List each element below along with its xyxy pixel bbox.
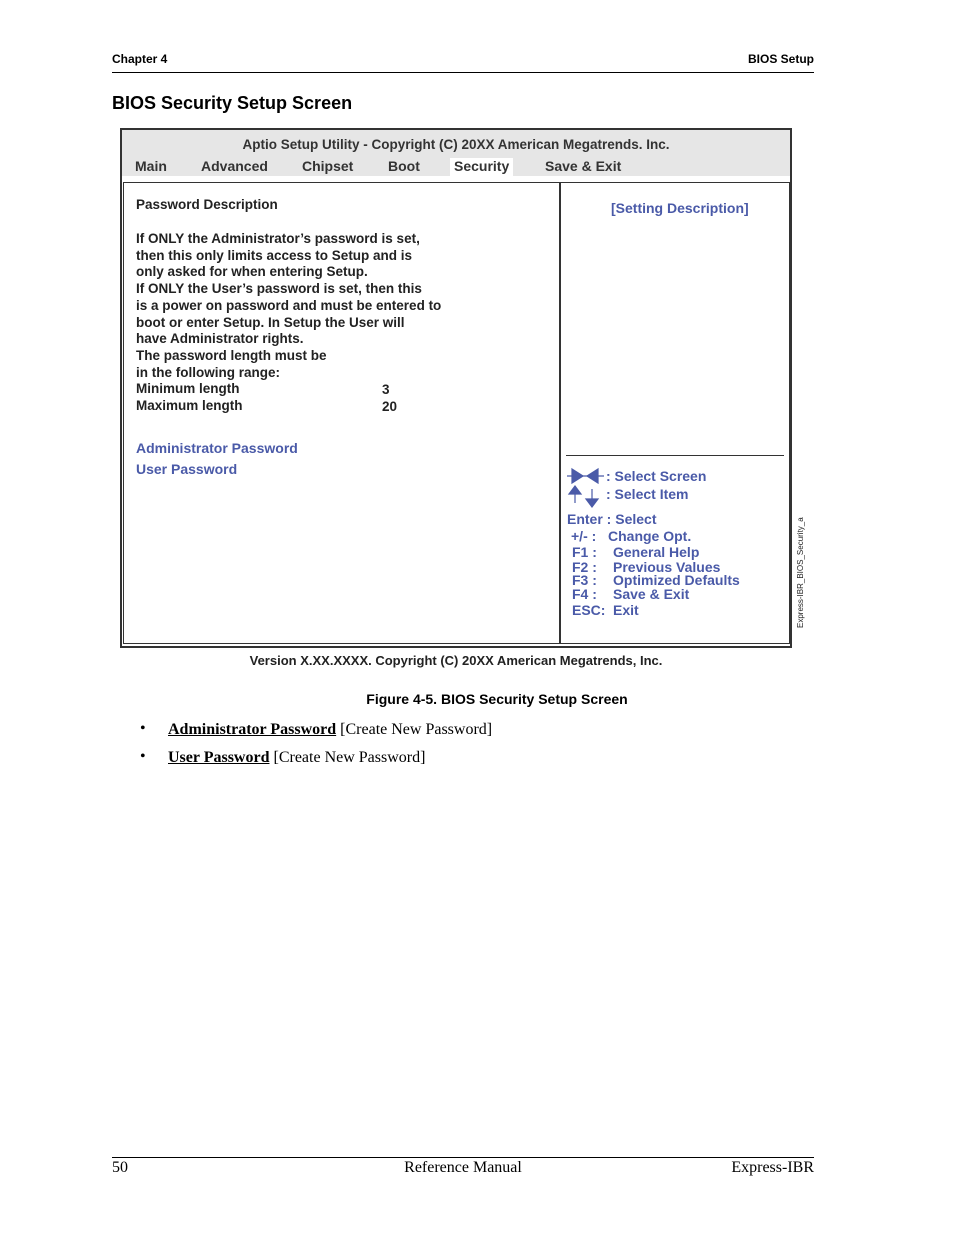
bullet-value: [Create New Password] (340, 721, 493, 738)
tab-chipset[interactable]: Chipset (302, 158, 354, 174)
description-line: The password length must be (136, 347, 327, 363)
key-f4: F4 : (572, 586, 597, 602)
description-line: If ONLY the Administrator’s password is set, (136, 231, 420, 246)
bios-title: Aptio Setup Utility - Copyright (C) 20XX American Megatrends. Inc. (242, 137, 670, 152)
max-length-label: Maximum length (136, 398, 243, 413)
key-esc: ESC: (572, 602, 606, 618)
description-line: then this only limits access to Setup and is (136, 247, 413, 263)
key-f2-desc: Previous Values (613, 559, 721, 575)
bullet-term: User Password (168, 749, 270, 766)
select-screen-hint: : Select Screen (606, 468, 707, 484)
description-line: only asked for when entering Setup. (136, 264, 368, 280)
enter-select-hint: Enter : Select (567, 511, 657, 527)
max-length-value: 20 (382, 399, 398, 414)
user-password-item[interactable]: User Password (136, 461, 238, 477)
bios-vertical-divider (559, 183, 561, 643)
section-title: BIOS Security Setup Screen (112, 93, 353, 113)
page-number: 50 (112, 1159, 128, 1176)
help-divider (566, 455, 784, 456)
description-line: If ONLY the User’s password is set, then this (136, 281, 422, 297)
tab-main[interactable]: Main (135, 158, 167, 174)
footer-rule (112, 1157, 814, 1158)
setting-description: [Setting Description] (611, 200, 749, 216)
password-description-heading: Password Description (136, 197, 278, 212)
key-esc-desc: Exit (613, 602, 639, 618)
description-line: have Administrator rights. (136, 331, 304, 347)
key-plus-minus: +/- : (571, 528, 597, 544)
list-item (168, 721, 492, 739)
key-f4-desc: Save & Exit (613, 586, 690, 602)
section-label: BIOS Setup (747, 52, 814, 66)
key-f2: F2 : (572, 559, 597, 575)
footer-center: Reference Manual (404, 1159, 522, 1176)
header-rule (112, 72, 814, 73)
key-f1: F1 : (572, 544, 597, 560)
bullet-term: Administrator Password (168, 721, 337, 738)
bullet-value: [Create New Password] (273, 749, 426, 766)
bios-version: Version X.XX.XXXX. Copyright (C) 20XX American Megatrends, Inc. (249, 653, 663, 668)
bullet-icon: • (140, 748, 146, 765)
select-item-hint: : Select Item (606, 486, 689, 502)
bullet-icon: • (140, 720, 146, 737)
key-f3: F3 : (572, 572, 597, 588)
description-line: in the following range: (136, 364, 280, 380)
chapter-label: Chapter 4 (112, 52, 168, 66)
list-item (168, 749, 425, 767)
tab-advanced[interactable]: Advanced (201, 158, 268, 174)
tab-boot[interactable]: Boot (388, 158, 420, 174)
key-f1-desc: General Help (613, 544, 700, 560)
figure-caption: Figure 4-5. BIOS Security Setup Screen (366, 691, 628, 707)
administrator-password-item[interactable]: Administrator Password (136, 440, 298, 456)
min-length-label: Minimum length (136, 381, 240, 397)
tab-security[interactable]: Security (450, 158, 513, 176)
key-plus-minus-desc: Change Opt. (608, 528, 692, 544)
tab-save-exit[interactable]: Save & Exit (545, 158, 622, 174)
description-line: is a power on password and must be entered to (136, 297, 442, 313)
key-f3-desc: Optimized Defaults (613, 572, 740, 588)
arrow-keys-icon (566, 467, 606, 509)
figure-side-label: Express-IBR_BIOS_Security_a (796, 517, 805, 628)
min-length-value: 3 (382, 382, 390, 397)
description-line: boot or enter Setup. In Setup the User will (136, 314, 405, 330)
footer-product: Express-IBR (731, 1159, 814, 1176)
